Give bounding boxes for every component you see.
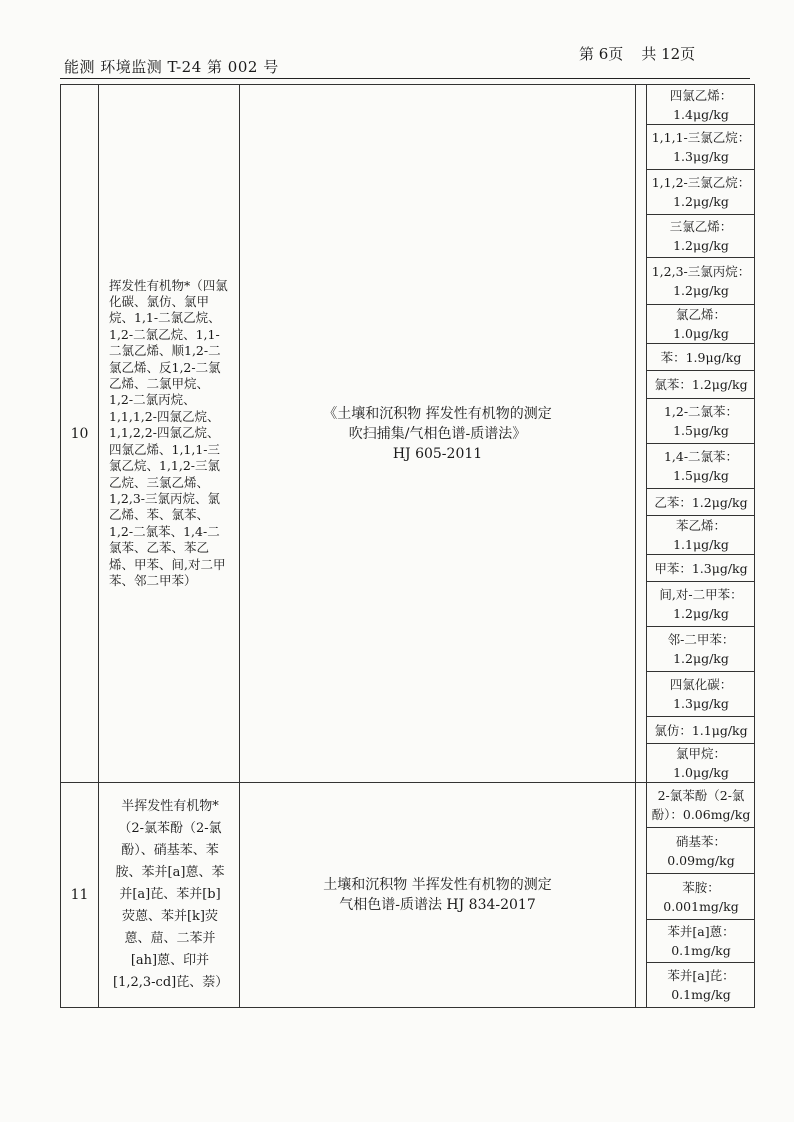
limit-cell: 苯并[a]芘：0.1mg/kg <box>667 968 735 1002</box>
method-table <box>60 84 755 1008</box>
limit-cell: 邻-二甲苯：1.2μg/kg <box>647 627 755 672</box>
limit-cell: 苯并[a]蒽：0.1mg/kg <box>647 920 755 963</box>
method-line-2: 气相色谱-质谱法 HJ 834-2017 <box>339 897 536 913</box>
limit-cell: 氯乙烯：1.0μg/kg <box>647 305 755 344</box>
limit-cell: 苯：1.9μg/kg <box>647 344 755 371</box>
limit-cell: 甲苯：1.3μg/kg <box>647 555 755 582</box>
limit-cell: 1,4-二氯苯：1.5μg/kg <box>647 444 755 489</box>
limit-cell: 乙苯：1.2μg/kg <box>647 489 755 516</box>
test-item <box>99 85 240 783</box>
method-line-1: 土壤和沉积物 半挥发性有机物的测定 <box>323 877 552 893</box>
limit-cell: 1,2-二氯苯：1.5μg/kg <box>647 399 755 444</box>
limit-cell: 四氯化碳：1.3μg/kg <box>647 672 755 717</box>
page-number: 第 6页 <box>579 45 624 63</box>
test-item-text: 半挥发性有机物*（2-氯苯酚（2-氯酚）、硝基苯、苯胺、苯并[a]蒽、苯并[a]芘、苯并[b]荧蒽、苯并[k]荧蒽、䓛、二苯并[ah]蒽、印并[1,2,3-cd]芘、萘） <box>113 799 229 990</box>
limit-cell: 1,1,2-三氯乙烷：1.2μg/kg <box>647 170 755 215</box>
limit-cell: 苯乙烯：1.1μg/kg <box>647 516 755 555</box>
limit-cell: 苯胺：0.001mg/kg <box>647 874 755 920</box>
page-info <box>579 43 713 64</box>
method-line-2: 吹扫捕集/气相色谱-质谱法》 <box>348 425 527 442</box>
limit-cell: 氯苯：1.2μg/kg <box>647 371 755 399</box>
header-rule <box>60 78 750 79</box>
limit-list <box>647 783 755 1007</box>
limit-cell: 三氯乙烯：1.2μg/kg <box>647 215 755 258</box>
limit-cell: 硝基苯：0.09mg/kg <box>647 828 755 874</box>
limit-list <box>647 85 755 782</box>
limit-cell: 间,对-二甲苯：1.2μg/kg <box>647 582 755 627</box>
page-total: 共 12页 <box>641 45 696 63</box>
row-number: 10 <box>61 85 99 783</box>
limit-cell: 四氯乙烯：1.4μg/kg <box>647 85 755 125</box>
document-number: 能测 环境监测 T-24 第 002 号 <box>64 58 279 76</box>
row-number: 11 <box>61 783 99 1008</box>
test-item-text: 挥发性有机物*（四氯化碳、氯仿、氯甲烷、1,1-二氯乙烷、1,2-二氯乙烷、1,1-二氯乙烯、顺1,2-二氯乙烯、反1,2-二氯乙烯、二氯甲烷、1,2-二氯丙烷、1,1,1,2-四氯乙烷、1,1,2,2-四氯乙烷、四氯乙烯、1,1,1-三氯乙烷、1,1,2-三氯乙烷、三氯乙烯、1,2,3-三氯丙烷、氯乙烯、苯、氯苯、1,2-二氯苯、1,4-二氯苯、乙苯、苯乙烯、甲苯、间,对二甲苯、邻二甲苯） <box>109 277 228 588</box>
limit-cell: 1,2,3-三氯丙烷：1.2μg/kg <box>647 258 755 305</box>
detection-limits <box>636 85 755 783</box>
limit-cell: 1,1,1-三氯乙烷：1.3μg/kg <box>647 125 755 170</box>
method-standard: HJ 605-2011 <box>392 445 483 462</box>
table-row-11 <box>61 783 755 1008</box>
limit-cell: 氯甲烷：1.0μg/kg <box>673 746 729 780</box>
limit-cell: 2-氯苯酚（2-氯酚）：0.06mg/kg <box>647 783 755 828</box>
method-line-1: 《土壤和沉积物 挥发性有机物的测定 <box>323 405 552 422</box>
test-item <box>99 783 240 1008</box>
detection-limits <box>636 783 755 1008</box>
test-method <box>240 85 636 783</box>
limit-cell: 氯仿：1.1μg/kg <box>647 717 755 744</box>
test-method <box>240 783 636 1008</box>
table-row-10 <box>61 85 755 783</box>
